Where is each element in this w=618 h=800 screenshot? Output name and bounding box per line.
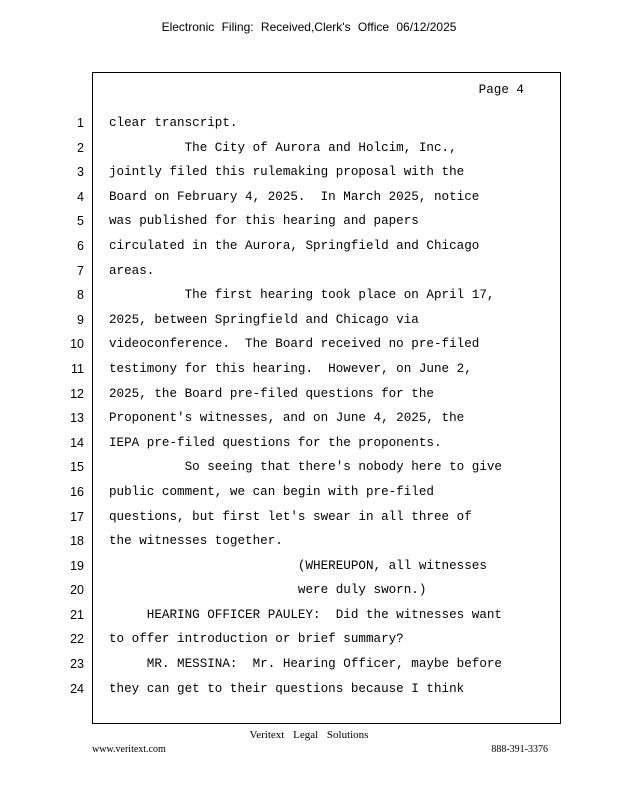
line-number: 9 [77, 312, 84, 327]
line-number: 4 [77, 189, 84, 204]
page-number: Page 4 [478, 83, 524, 97]
transcript-line: testimony for this hearing. However, on June 2, [109, 361, 472, 376]
transcript-line: circulated in the Aurora, Springfield and Chicago [109, 238, 480, 253]
line-number: 6 [77, 238, 84, 253]
transcript-line: they can get to their questions because I think [109, 681, 465, 696]
line-number: 20 [70, 583, 84, 598]
line-number: 1 [77, 116, 84, 130]
transcript-line: The first hearing took place on April 17, [109, 288, 495, 303]
footer-phone: 888-391-3376 [491, 744, 548, 755]
line-number: 7 [77, 263, 84, 278]
transcript-line: questions, but first let's swear in all three of [109, 509, 472, 524]
footer-website: www.veritext.com [92, 744, 166, 755]
line-number: 18 [70, 534, 84, 549]
line-number: 21 [70, 607, 84, 622]
filing-stamp-header: Electronic Filing: Received,Clerk's Office 06/12/2025 [161, 20, 457, 34]
transcript-line: The City of Aurora and Holcim, Inc., [109, 140, 457, 155]
line-number: 24 [70, 681, 84, 696]
transcript-line: HEARING OFFICER PAULEY: Did the witnesses want [109, 607, 502, 622]
line-number: 3 [77, 165, 84, 180]
footer-company: Veritext Legal Solutions [249, 729, 369, 741]
transcript-line: (WHEREUPON, all witnesses [109, 558, 487, 573]
line-number: 15 [70, 460, 84, 475]
line-number: 10 [70, 337, 84, 352]
transcript-line: 2025, the Board pre-filed questions for the [109, 386, 434, 401]
transcript-line: clear transcript. [109, 116, 238, 130]
transcript-body [109, 111, 559, 701]
line-number: 2 [77, 140, 84, 155]
transcript-line: areas. [109, 263, 155, 278]
transcript-line: the witnesses together. [109, 534, 283, 549]
transcript-line: MR. MESSINA: Mr. Hearing Officer, maybe before [109, 657, 502, 672]
line-number: 22 [70, 632, 84, 647]
line-number: 11 [71, 361, 84, 376]
transcript-line: public comment, we can begin with pre-filed [109, 484, 434, 499]
line-number-column [0, 111, 84, 701]
line-number: 12 [70, 386, 84, 401]
transcript-line: videoconference. The Board received no pre-filed [109, 337, 480, 352]
transcript-line: So seeing that there's nobody here to give [109, 460, 502, 475]
transcript-line: to offer introduction or brief summary? [109, 632, 404, 647]
transcript-line: jointly filed this rulemaking proposal with the [109, 165, 465, 180]
line-number: 8 [77, 288, 84, 303]
line-number: 19 [70, 558, 84, 573]
transcript-line: 2025, between Springfield and Chicago via [109, 312, 419, 327]
line-number: 23 [70, 657, 84, 672]
line-number: 5 [77, 214, 84, 229]
line-number: 14 [70, 435, 84, 450]
transcript-line: IEPA pre-filed questions for the proponents. [109, 435, 442, 450]
transcript-line: Proponent's witnesses, and on June 4, 2025, the [109, 411, 465, 426]
transcript-line: were duly sworn.) [109, 583, 427, 598]
transcript-line: was published for this hearing and papers [109, 214, 419, 229]
line-number: 13 [70, 411, 84, 426]
line-number: 17 [70, 509, 84, 524]
line-number: 16 [70, 484, 84, 499]
transcript-line: Board on February 4, 2025. In March 2025, notice [109, 189, 480, 204]
